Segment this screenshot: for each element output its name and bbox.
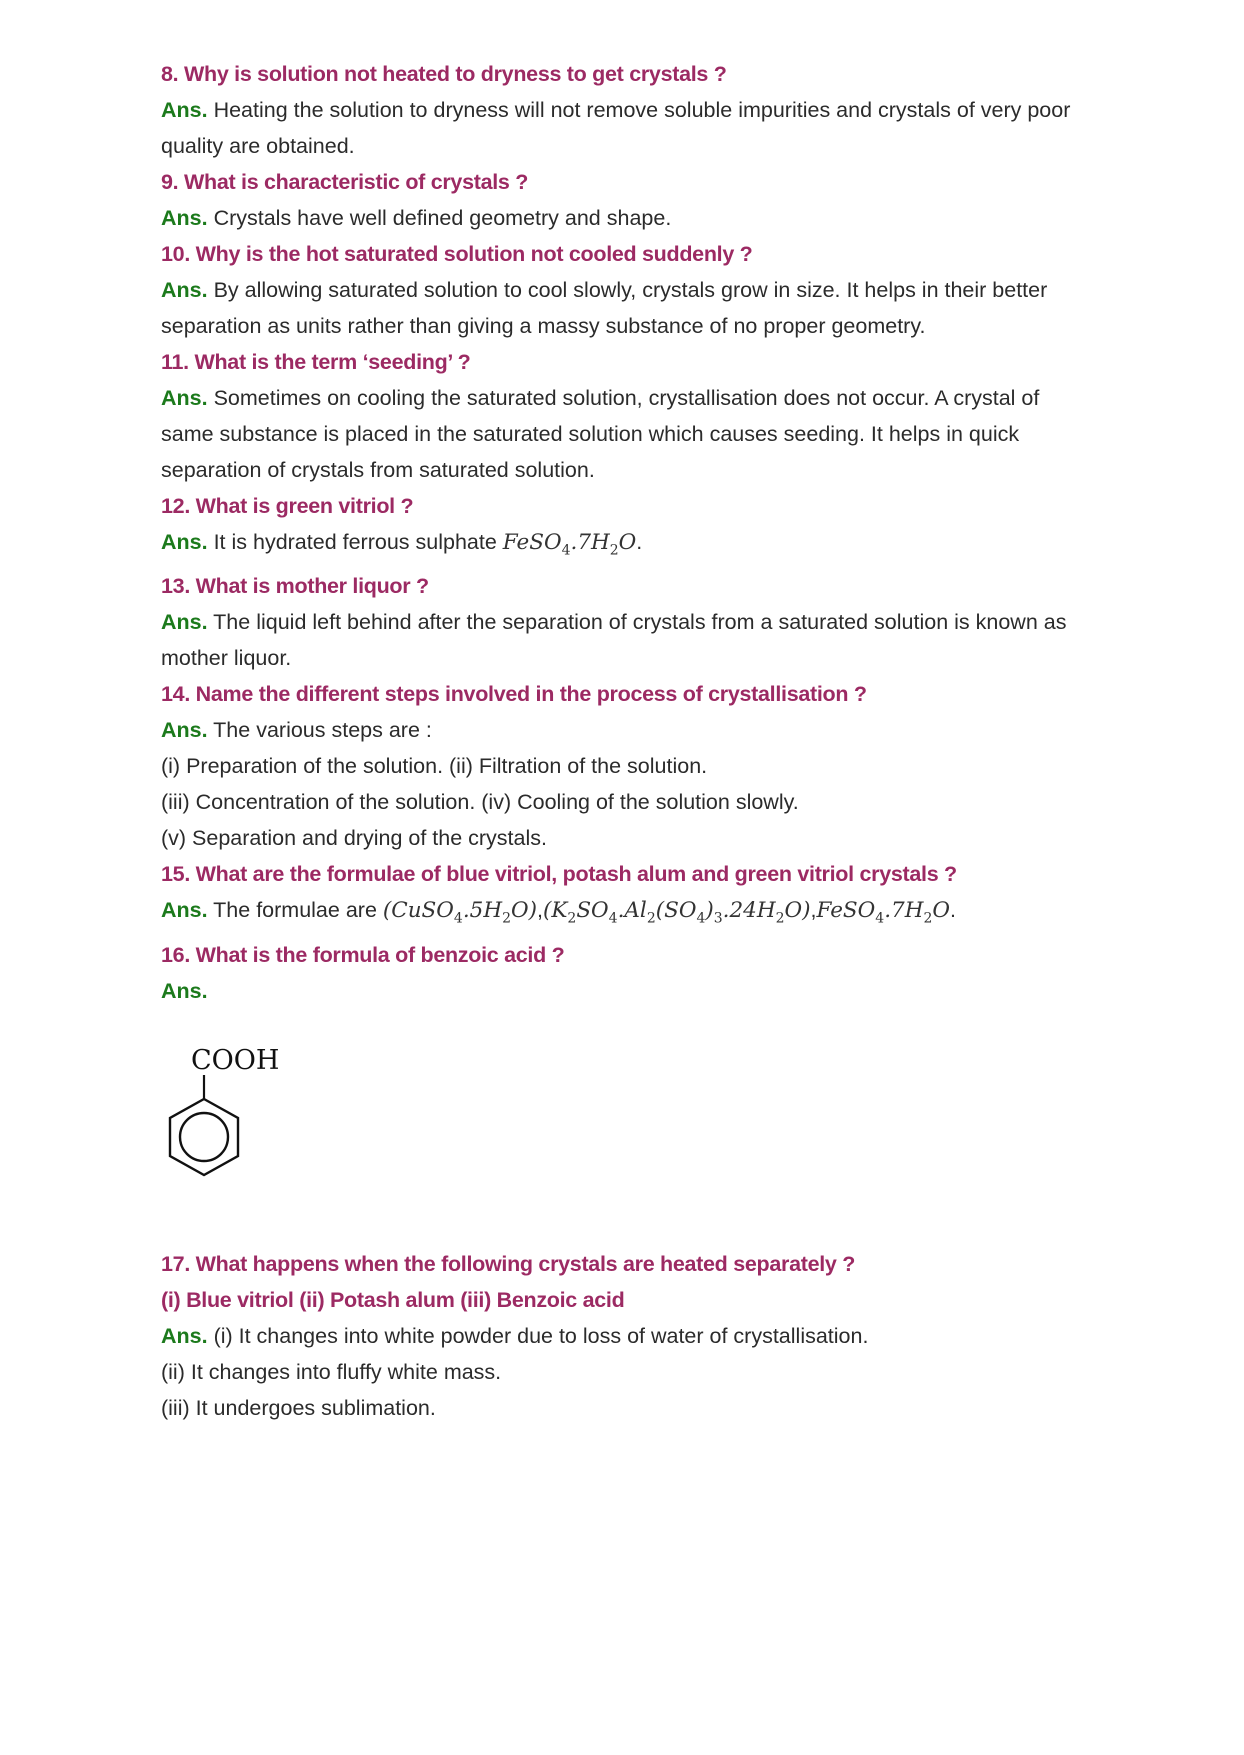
answer-13	[161, 604, 1081, 676]
answer-text: The various steps are :	[207, 718, 432, 743]
answer-17	[161, 1318, 1081, 1354]
formula-potash-alum: $(K_2SO_4.Al_2(SO_4)_3.24H_2O)$	[542, 898, 811, 927]
separator: ,	[810, 898, 817, 923]
question-14: 14. Name the different steps involved in the process of crystallisation ?	[161, 682, 867, 707]
answer-text: By allowing saturated solution to cool slowly, crystals grow in size. It helps in their better separation as units rather than giving a massy substance of no proper geometry.	[161, 278, 1048, 338]
question-9: 9. What is characteristic of crystals ?	[161, 170, 529, 194]
answer-15	[161, 892, 1081, 936]
document-page	[161, 56, 1081, 1426]
question-17-line2: (i) Blue vitriol (ii) Potash alum (iii) Benzoic acid	[161, 1287, 625, 1312]
answer-line: (ii) It changes into fluffy white mass.	[161, 1359, 502, 1384]
answer-text: Crystals have well defined geometry and shape.	[207, 206, 672, 230]
formula-green-vitriol: $FeSO_4.7H_2O$	[816, 898, 950, 927]
separator: ,	[536, 898, 543, 923]
answer-text: The liquid left behind after the separation of crystals from a saturated solution is known as mother liquor.	[161, 610, 1067, 671]
step-line: (v) Separation and drying of the crystals.	[161, 826, 547, 851]
benzene-ring-diagram	[161, 1031, 281, 1191]
answer-text: (i) It changes into white powder due to loss of water of crystallisation.	[207, 1323, 869, 1348]
cooh-label: COOH	[191, 1044, 280, 1076]
answer-12	[161, 524, 1081, 568]
ans-label: Ans.	[161, 278, 208, 302]
question-12: 12. What is green vitriol ?	[161, 494, 414, 518]
answer-text: Heating the solution to dryness will not remove soluble impurities and crystals of very poor quality are obtained.	[161, 98, 1071, 158]
answer-text: The formulae are	[207, 898, 383, 923]
ans-label: Ans.	[161, 530, 208, 554]
ans-label: Ans.	[161, 1323, 208, 1348]
ans-label: Ans.	[161, 898, 208, 923]
ans-label: Ans.	[161, 978, 208, 1003]
formula-green-vitriol: $FeSO_4.7H_2O$	[502, 530, 637, 559]
answer-line: (iii) It undergoes sublimation.	[161, 1395, 436, 1420]
answer-9	[161, 200, 1081, 236]
answer-text: It is hydrated ferrous sulphate	[207, 530, 503, 554]
question-8: 8. Why is solution not heated to dryness to get crystals ?	[161, 62, 727, 86]
answer-8	[161, 92, 1081, 164]
question-13: 13. What is mother liquor ?	[161, 574, 429, 599]
question-10: 10. Why is the hot saturated solution not cooled suddenly ?	[161, 242, 753, 266]
question-11: 11. What is the term ‘seeding’ ?	[161, 350, 471, 374]
formula-blue-vitriol: $(CuSO_4.5H_2O)$	[382, 898, 537, 927]
step-line: (iii) Concentration of the solution. (iv) Cooling of the solution slowly.	[161, 790, 799, 815]
question-16: 16. What is the formula of benzoic acid ?	[161, 942, 565, 967]
step-line: (i) Preparation of the solution. (ii) Filtration of the solution.	[161, 754, 708, 779]
period: .	[949, 898, 956, 923]
answer-11	[161, 380, 1081, 488]
ans-label: Ans.	[161, 206, 208, 230]
answer-14	[161, 712, 1081, 748]
ans-label: Ans.	[161, 610, 208, 635]
question-17: 17. What happens when the following crystals are heated separately ?	[161, 1251, 856, 1276]
answer-10	[161, 272, 1081, 344]
answer-text: Sometimes on cooling the saturated solution, crystallisation does not occur. A crystal of same substance is placed in the saturated solution which causes seeding. It helps in quick separation of crystals from saturated solution.	[161, 386, 1040, 482]
benzoic-acid-structure	[161, 1031, 1081, 1202]
question-15: 15. What are the formulae of blue vitriol, potash alum and green vitriol crystals ?	[161, 862, 957, 887]
ans-label: Ans.	[161, 718, 208, 743]
ans-label: Ans.	[161, 386, 208, 410]
period: .	[636, 530, 643, 554]
aromatic-circle	[180, 1113, 228, 1161]
answer-16	[161, 973, 1081, 1009]
ans-label: Ans.	[161, 98, 208, 122]
